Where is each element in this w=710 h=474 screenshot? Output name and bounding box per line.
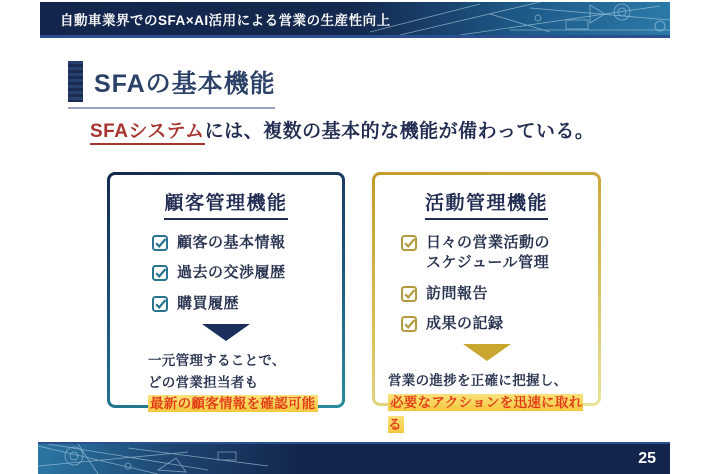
activity-conclusion <box>388 370 598 436</box>
list-item-label: 過去の交渉履歴 <box>177 264 286 282</box>
list-item <box>401 233 550 274</box>
customer-card-inner <box>110 175 342 412</box>
customer-conclusion <box>148 350 318 416</box>
header-accent-line <box>40 35 670 38</box>
highlighted-text: 最新の顧客情報を確認可能 <box>150 396 316 412</box>
down-arrow-icon <box>202 324 250 341</box>
card-title-customer: 顧客管理機能 <box>164 188 287 220</box>
title-marker <box>68 61 83 102</box>
list-item <box>401 314 550 334</box>
checkbox-checked-icon <box>152 265 168 281</box>
blueprint-pattern-icon <box>370 2 670 35</box>
conclusion-line: 営業の進捗を正確に把握し、 <box>388 373 568 388</box>
list-item-label: 成果の記録 <box>426 314 504 332</box>
list-item <box>152 294 286 314</box>
checkbox-checked-icon <box>401 235 417 251</box>
checkbox-checked-icon <box>401 316 417 332</box>
checkbox-checked-icon <box>152 296 168 312</box>
title-underline <box>68 107 275 109</box>
lead-rest: には、複数の基本的な機能が備わっている。 <box>204 121 595 142</box>
conclusion-line: 一元管理することで、 <box>148 352 286 368</box>
checkbox-checked-icon <box>152 235 168 251</box>
blueprint-pattern-icon <box>38 444 298 474</box>
page-title: SFAの基本機能 <box>94 69 276 98</box>
down-arrow-icon <box>463 344 511 361</box>
list-item-label: 顧客の基本情報 <box>177 234 286 251</box>
header-bar <box>40 2 670 35</box>
lead-sentence <box>90 116 594 143</box>
conclusion-line: どの営業担当者も <box>148 374 259 390</box>
page-title-block <box>68 61 276 102</box>
list-item <box>401 284 550 304</box>
list-item-label: 日々の営業活動の スケジュール管理 <box>426 234 551 272</box>
page-number: 25 <box>638 450 656 467</box>
highlighted-text: 必要なアクションを迅速に取れる <box>388 394 583 432</box>
lead-keyword: SFAシステム <box>90 121 205 145</box>
customer-check-list <box>152 233 286 324</box>
checkbox-checked-icon <box>401 286 417 302</box>
footer-bar <box>38 444 670 474</box>
activity-card-inner <box>375 175 598 432</box>
activity-management-card <box>372 172 601 432</box>
conclusion-line <box>388 392 598 436</box>
card-title-activity: 活動管理機能 <box>425 188 548 220</box>
list-item-label: 購買履歴 <box>177 294 240 312</box>
list-item <box>152 263 286 283</box>
list-item <box>152 233 286 253</box>
activity-check-list <box>401 233 550 344</box>
list-item-label: 訪問報告 <box>426 284 489 302</box>
header-title: 自動車業界でのSFA×AI活用による営業の生産性向上 <box>60 12 391 28</box>
customer-management-card <box>107 172 345 412</box>
conclusion-line <box>148 393 318 415</box>
